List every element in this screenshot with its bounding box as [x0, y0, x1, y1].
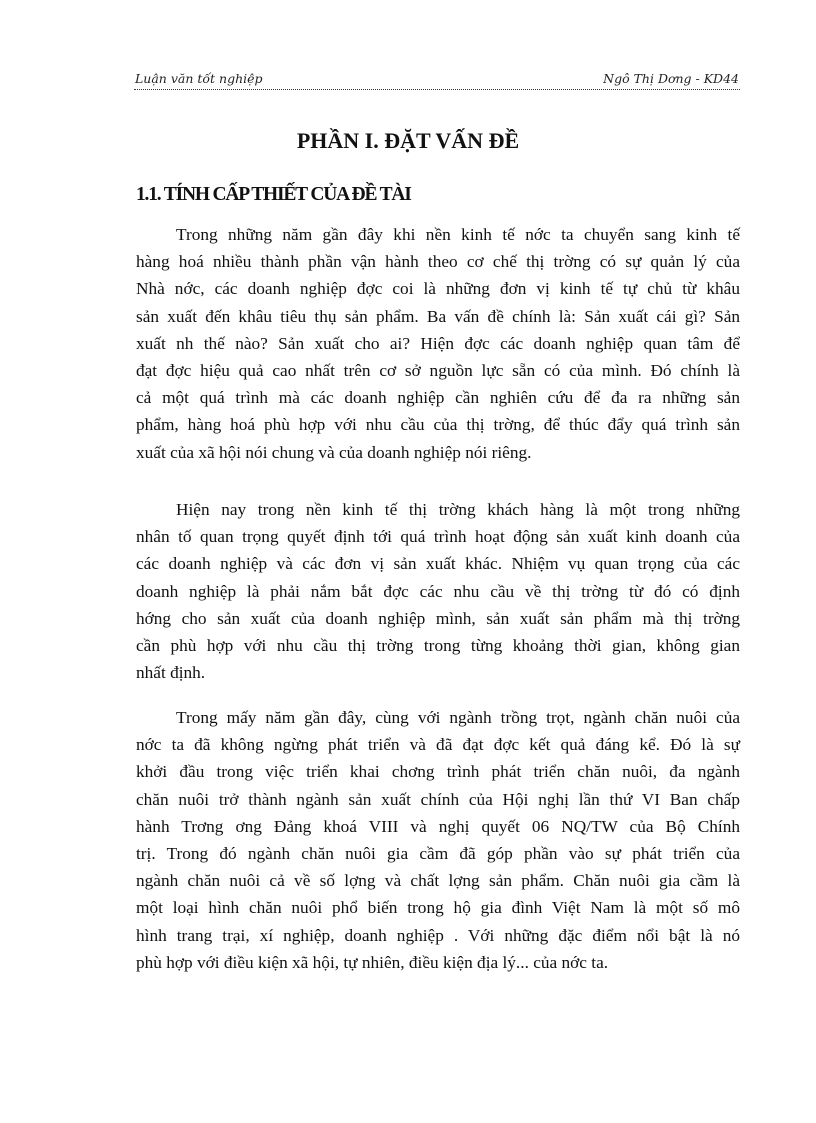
text-line: cả một quá trình mà các doanh nghiệp cần nghiên cứu để đa ra những sản [136, 388, 740, 408]
paragraph-3 [136, 704, 740, 976]
text-line: nhất định. [136, 663, 206, 683]
text-line: doanh nghiệp là phải nắm bắt đợc các nhu cầu về thị trờng từ đó có định [136, 581, 740, 601]
paragraph-1 [136, 221, 740, 466]
text-line: Trong mấy năm gần đây, cùng với ngành trồng trọt, ngành chăn nuôi của [176, 708, 740, 727]
text-line: ngành chăn nuôi cả về số lợng và chất lợng sản phẩm. Chăn nuôi gia cầm là [136, 871, 740, 891]
text-line: sản xuất đến khâu tiêu thụ sản phẩm. Ba vấn đề chính là: Sản xuất cái gì? Sản [136, 306, 740, 326]
text-line: nớc ta đã không ngừng phát triển và đã đạt đợc kết quả đáng kể. Đó là sự [136, 735, 740, 755]
text-line: các doanh nghiệp và các đơn vị sản xuất khác. Nhiệm vụ quan trọng của các [136, 554, 740, 574]
text-line: khởi đầu trong việc triển khai chơng trình phát triển chăn nuôi, đa ngành [136, 762, 740, 782]
text-line: phẩm, hàng hoá phù hợp với nhu cầu của thị trờng, để thúc đẩy quá trình sản [136, 415, 740, 435]
page-header [134, 69, 740, 90]
text-line: nhân tố quan trọng quyết định tới quá trình hoạt động sản xuất kinh doanh của [136, 527, 740, 547]
text-line: một loại hình chăn nuôi phổ biến trong hộ gia đình Việt Nam là một số mô [136, 898, 740, 918]
text-line: trị. Trong đó ngành chăn nuôi gia cầm đã góp phần vào sự phát triển của [136, 844, 740, 864]
text-line: xuất nh thế nào? Sản xuất cho ai? Hiện đợc các doanh nghiệp quan tâm để [136, 333, 740, 353]
text-line: hàng hoá nhiều thành phần vận hành theo cơ chế thị trờng có sự quản lý của [136, 252, 740, 272]
section-heading: 1.1. TÍNH CẤP THIẾT CỦA ĐỀ TÀI [136, 184, 411, 205]
text-line: chăn nuôi trở thành ngành sản xuất chính của Hội nghị lần thứ VI Ban chấp [136, 789, 740, 809]
paragraph-2 [136, 496, 740, 686]
text-line: Hiện nay trong nền kinh tế thị trờng khách hàng là một trong những [176, 500, 740, 519]
text-line: xuất của xã hội nói chung và của doanh nghiệp nói riêng. [136, 442, 532, 462]
text-line: hớng cho sản xuất của doanh nghiệp mình, sản xuất sản phẩm mà thị trờng [136, 608, 740, 628]
text-line: cần phù hợp với nhu cầu thị trờng trong từng khoảng thời gian, không gian [136, 636, 740, 656]
text-line: Nhà nớc, các doanh nghiệp đợc coi là những đơn vị kinh tế tự chủ từ khâu [136, 279, 740, 299]
text-line: hình trang trại, xí nghiệp, doanh nghiệp . Với những đặc điểm nổi bật là nó [136, 925, 740, 945]
text-line: Trong những năm gần đây khi nền kinh tế nớc ta chuyển sang kinh tế [176, 225, 740, 244]
text-line: hành Trơng ơng Đảng khoá VIII và nghị quyết 06 NQ/TW của Bộ Chính [136, 816, 740, 836]
chapter-title: PHẦN I. ĐẶT VẤN ĐỀ [296, 128, 520, 153]
text-line: phù hợp với điều kiện xã hội, tự nhiên, điều kiện địa lý... của nớc ta. [136, 952, 609, 972]
text-line: đạt đợc hiệu quả cao nhất trên cơ sở nguồn lực sẵn có của mình. Đó chính là [136, 361, 740, 381]
header-left-title: Luận văn tốt nghiệp [135, 71, 263, 86]
header-author: Ngô Thị Dơng - KD44 [603, 71, 739, 86]
